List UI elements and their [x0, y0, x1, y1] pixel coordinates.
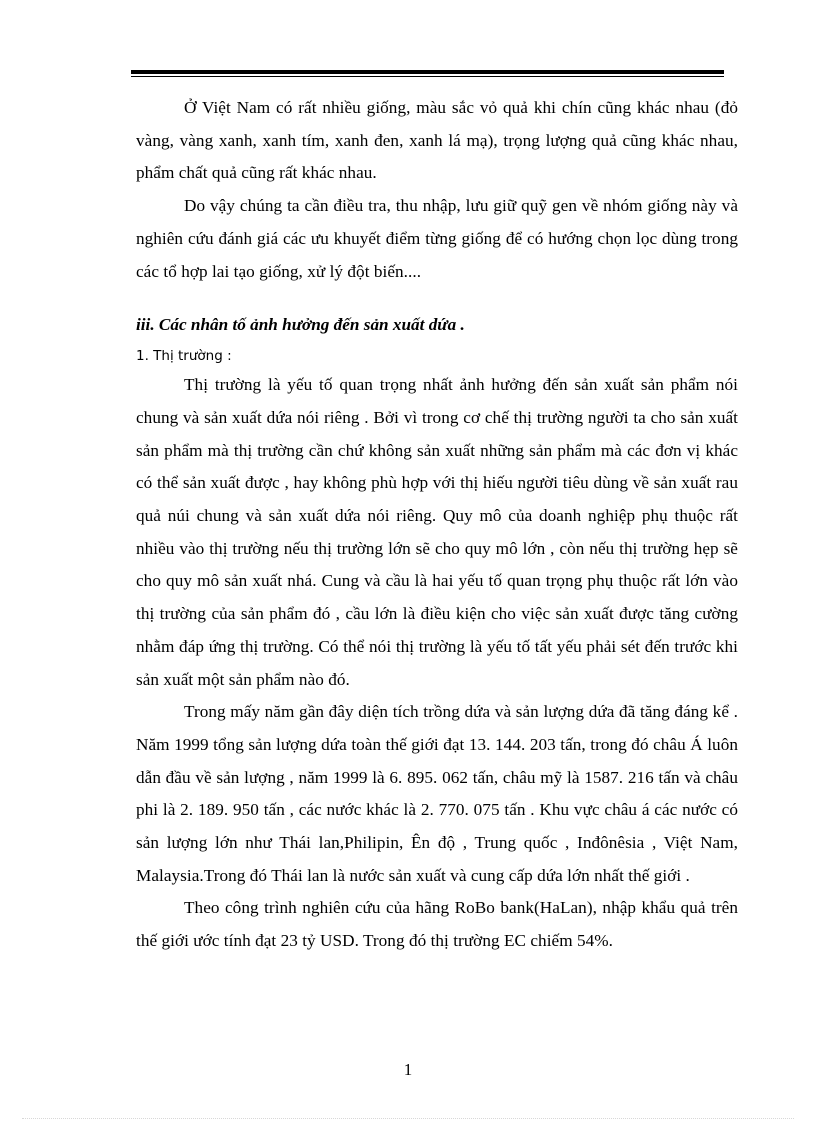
header-rule [131, 70, 724, 77]
page-number: 1 [403, 1060, 413, 1079]
page-content [136, 92, 738, 958]
header-rule-thick [131, 70, 724, 74]
subheading-market: 1. Thị trường : [136, 348, 232, 365]
footer-rule [22, 1118, 794, 1119]
paragraph-import: Theo công trình nghiên cứu của hãng RoBo bank(HaLan), nhập khẩu quả trên thế giới ước tính đạt 23 tỷ USD. Trong đó thị trường EC chiếm 54%. [136, 898, 738, 951]
paragraph-production: Trong mấy năm gần đây diện tích trồng dứa và sản lượng dứa đã tăng đáng kể . Năm 1999 tổng sản lượng dứa toàn thế giới đạt 13. 144. 203 tấn, trong đó châu Á luôn dẫn đầu về sản lượng , năm 1999 là 6. 895. 062 tấn, châu mỹ là 1587. 216 tấn và châu phi là 2. 189. 950 tấn , các nước khác là 2. 770. 075 tấn . Khu vực châu á các nước có sản lượng lớn như Thái lan,Philipin, Ên độ , Trung quốc , Inđônêsia , Việt Nam, Malaysia.Trong đó Thái lan là nước sản xuất và cung cấp dứa lớn nhất thế giới . [136, 702, 738, 885]
paragraph-market: Thị trường là yếu tố quan trọng nhất ảnh hưởng đến sản xuất sản phẩm nói chung và sản xuất dứa nói riêng . Bởi vì trong cơ chế thị trường người ta cho sản xuất sản phẩm mà thị trường cần chứ không sản xuất những sản phẩm mà các đơn vị khác có thể sản xuất được , hay không phù hợp với thị hiếu người tiêu dùng về sản xuất rau quả núi chung và sản xuất dứa nói riêng. Quy mô của doanh nghiệp phụ thuộc rất nhiều vào thị trường nếu thị trường lớn sẽ cho quy mô lớn , còn nếu thị trường hẹp sẽ cho quy mô sản xuất nhá. Cung và cầu là hai yếu tố quan trọng phụ thuộc rất lớn vào thị trường của sản phẩm đó , cầu lớn là điều kiện cho việc sản xuất được tăng cường nhằm đáp ứng thị trường. Có thể nói thị trường là yếu tố tất yếu phải sét đến trước khi sản xuất một sản phẩm nào đó. [136, 375, 738, 689]
header-rule-thin [131, 76, 724, 77]
paragraph-varieties: Ở Việt Nam có rất nhiều giống, màu sắc vỏ quả khi chín cũng khác nhau (đỏ vàng, vàng xanh, xanh tím, xanh đen, xanh lá mạ), trọng lượng quả cũng khác nhau, phẩm chất quả cũng rất khác nhau. [136, 98, 738, 183]
section-heading: iii. Các nhân tố ảnh hưởng đến sản xuất dứa . [136, 315, 465, 335]
paragraph-gene-bank: Do vậy chúng ta cần điều tra, thu nhập, lưu giữ quỹ gen về nhóm giống này và nghiên cứu đánh giá các ưu khuyết điểm từng giống để có hướng chọn lọc dùng trong các tổ hợp lai tạo giống, xử lý đột biến.... [136, 196, 738, 281]
